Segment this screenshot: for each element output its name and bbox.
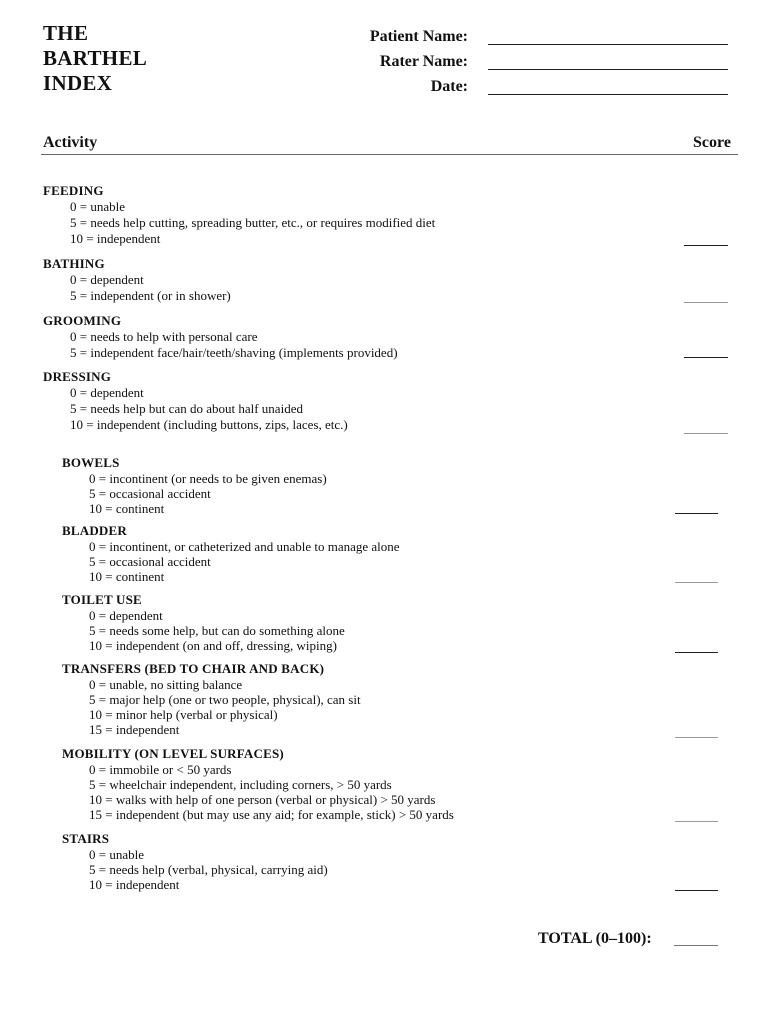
option-line: 0 = incontinent, or catheterized and unable to manage alone xyxy=(89,539,400,554)
option-line: 0 = unable xyxy=(70,199,125,214)
section-title: DRESSING xyxy=(43,369,112,384)
section-title: BOWELS xyxy=(62,455,120,470)
score-header: Score xyxy=(693,134,731,151)
section-bowels xyxy=(62,455,327,516)
date-line[interactable] xyxy=(488,94,728,95)
option-line: 0 = incontinent (or needs to be given enemas) xyxy=(89,471,327,486)
total-score-blank[interactable] xyxy=(674,933,718,946)
option-line: 5 = independent (or in shower) xyxy=(70,288,231,303)
patient-name-label: Patient Name: xyxy=(369,28,468,45)
section-feeding xyxy=(43,183,435,247)
score-blank-stairs[interactable] xyxy=(675,878,718,891)
option-line: 0 = dependent xyxy=(70,385,144,400)
section-mobility xyxy=(62,746,454,822)
section-toilet-use xyxy=(62,592,345,653)
header-divider xyxy=(41,154,738,155)
section-bathing xyxy=(43,256,231,304)
option-line: 5 = major help (one or two people, physical), can sit xyxy=(89,692,361,707)
option-line: 0 = dependent xyxy=(70,272,144,287)
option-line: 10 = independent (including buttons, zips, laces, etc.) xyxy=(70,417,348,432)
option-line: 5 = needs help (verbal, physical, carrying aid) xyxy=(89,862,328,877)
score-blank-bladder[interactable] xyxy=(675,570,718,583)
section-title: BATHING xyxy=(43,256,105,271)
option-line: 10 = walks with help of one person (verbal or physical) > 50 yards xyxy=(89,792,436,807)
option-line: 10 = independent xyxy=(89,877,180,892)
option-line: 15 = independent xyxy=(89,722,180,737)
option-line: 5 = independent face/hair/teeth/shaving (implements provided) xyxy=(70,345,398,360)
option-line: 5 = needs help but can do about half unaided xyxy=(70,401,303,416)
option-line: 0 = immobile or < 50 yards xyxy=(89,762,232,777)
section-title: BLADDER xyxy=(62,523,127,538)
section-dressing xyxy=(43,369,348,433)
option-line: 10 = continent xyxy=(89,501,165,516)
score-blank-toilet-use[interactable] xyxy=(675,640,718,653)
title-line: BARTHEL xyxy=(43,46,148,70)
section-title: STAIRS xyxy=(62,831,110,846)
option-line: 5 = occasional accident xyxy=(89,486,211,501)
section-title: TOILET USE xyxy=(62,592,142,607)
date-field xyxy=(0,74,768,98)
option-line: 10 = continent xyxy=(89,569,165,584)
option-line: 5 = occasional accident xyxy=(89,554,211,569)
score-blank-feeding[interactable] xyxy=(684,233,728,246)
rater-name-line[interactable] xyxy=(488,69,728,70)
score-blank-bowels[interactable] xyxy=(675,501,718,514)
section-title: TRANSFERS (BED TO CHAIR AND BACK) xyxy=(62,661,325,676)
score-blank-grooming[interactable] xyxy=(684,345,728,358)
activity-header: Activity xyxy=(43,134,98,151)
score-blank-transfers[interactable] xyxy=(675,725,718,738)
option-line: 5 = needs some help, but can do something alone xyxy=(89,623,345,638)
option-line: 0 = dependent xyxy=(89,608,163,623)
option-line: 10 = independent (on and off, dressing, wiping) xyxy=(89,638,337,653)
option-line: 5 = wheelchair independent, including corners, > 50 yards xyxy=(89,777,392,792)
section-title: GROOMING xyxy=(43,313,122,328)
section-stairs xyxy=(62,831,328,892)
rater-name-field xyxy=(0,49,768,73)
patient-name-line[interactable] xyxy=(488,44,728,45)
title-line: THE xyxy=(43,21,89,45)
score-blank-bathing[interactable] xyxy=(684,290,728,303)
section-title: FEEDING xyxy=(43,183,104,198)
option-line: 15 = independent (but may use any aid; for example, stick) > 50 yards xyxy=(89,807,454,822)
option-line: 0 = unable xyxy=(89,847,144,862)
section-bladder xyxy=(62,523,400,584)
title-line: INDEX xyxy=(43,71,113,95)
total-label: TOTAL (0–100): xyxy=(538,930,652,947)
section-title: MOBILITY (ON LEVEL SURFACES) xyxy=(62,746,284,761)
score-blank-mobility[interactable] xyxy=(675,809,718,822)
patient-name-field xyxy=(0,24,768,48)
option-line: 10 = minor help (verbal or physical) xyxy=(89,707,278,722)
option-line: 5 = needs help cutting, spreading butter, etc., or requires modified diet xyxy=(70,215,436,230)
date-label: Date: xyxy=(430,78,468,95)
option-line: 10 = independent xyxy=(70,231,161,246)
score-blank-dressing[interactable] xyxy=(684,421,728,434)
option-line: 0 = unable, no sitting balance xyxy=(89,677,243,692)
section-grooming xyxy=(43,313,398,361)
option-line: 0 = needs to help with personal care xyxy=(70,329,258,344)
section-transfers xyxy=(62,661,361,737)
rater-name-label: Rater Name: xyxy=(379,53,468,70)
